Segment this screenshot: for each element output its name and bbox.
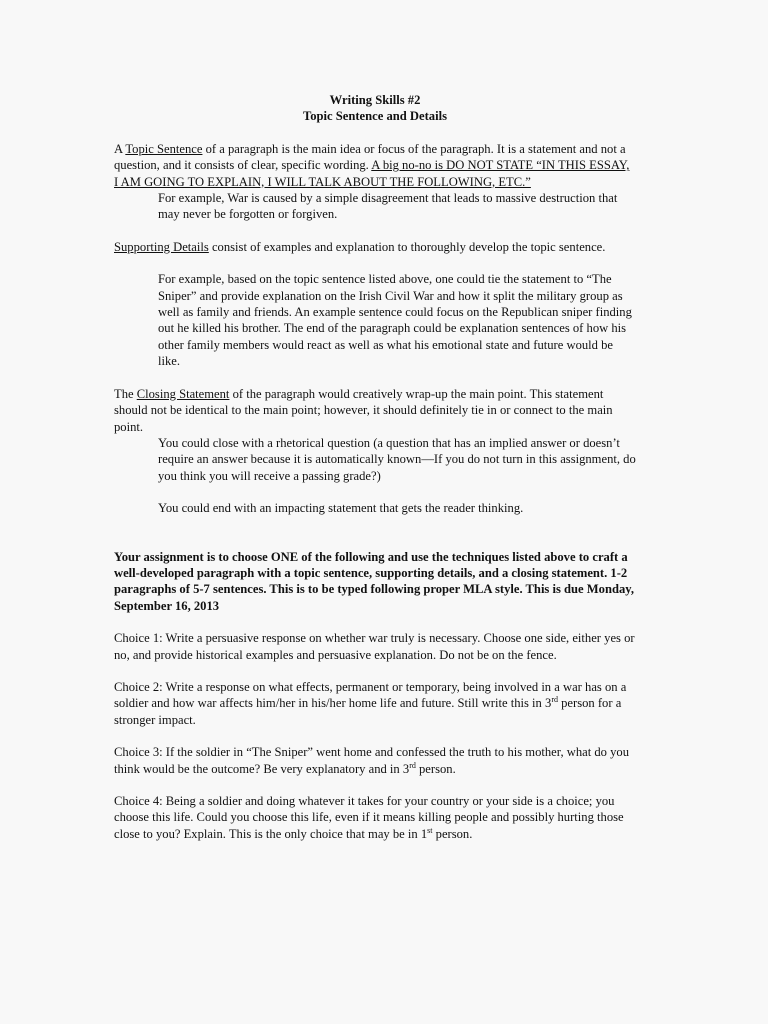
supporting-example: For example, based on the topic sentence listed above, one could tie the statement to “The Sniper” and provide explanation on the Irish Civil War and how it split the military group as well as family and friends. An example sentence could focus on the Republican sniper finding out he killed his brother. The end of the paragraph could be explanation sentences of how his other family members would react as well as what his emotional state and future would be like. — [158, 272, 632, 369]
assignment-instructions: Your assignment is to choose ONE of the following and use the techniques listed above to craft a well-developed paragraph with a topic sentence, supporting details, and a closing statement. 1-2 paragraphs of 5-7 sentences. This is to be typed following proper MLA style. This is due Monday, September 16, 2013 — [114, 549, 635, 613]
closing-statement-term: Closing Statement — [136, 386, 230, 401]
choice-4-text: Choice 4: Being a soldier and doing whatever it takes for your country or your side is a choice; you choose this life. Could you choose this life, even if it means killing people and possibly hurting those close to you? Explain. This is the only choice that may be in 1 — [114, 794, 624, 841]
closing-example-question: You could close with a rhetorical question (a question that has an implied answer or doesn’t require an answer because it is automatically known—If you do not turn in this assignment, do you think you will receive a passing grade?) — [158, 435, 636, 483]
supporting-definition: consist of examples and explanation to thoroughly develop the topic sentence. — [208, 239, 606, 254]
supporting-details-term: Supporting Details — [114, 239, 209, 254]
closing-example-statement: You could end with an impacting statement that gets the reader thinking. — [158, 501, 524, 516]
closing-lead: The — [114, 386, 137, 401]
choice-3 — [114, 744, 636, 777]
topic-sentence-term: Topic Sentence — [125, 141, 203, 156]
topic-definition: of a paragraph is the main idea or focus of the paragraph. It is a statement and not a question, and it consists of clear, specific wording. — [114, 141, 626, 173]
topic-sentence-paragraph — [114, 141, 636, 190]
document-subtitle: Topic Sentence and Details — [302, 109, 448, 124]
topic-example: For example, War is caused by a simple disagreement that leads to massive destruction that may never be forgotten or forgiven. — [158, 191, 618, 222]
choice-4-ordinal: st — [427, 825, 433, 835]
choice-3-ordinal: rd — [409, 760, 416, 770]
closing-definition: of the paragraph would creatively wrap-up the main point. This statement should not be identical to the main point; however, it should definitely tie in or connect to the main point. — [114, 386, 613, 434]
choice-4 — [114, 793, 636, 842]
supporting-details-paragraph — [114, 239, 636, 255]
topic-warning: A big no-no is DO NOT STATE “IN THIS ESSAY, I AM GOING TO EXPLAIN, I WILL TALK ABOUT THE FOLLOWING, ETC.” — [114, 158, 630, 189]
choice-3-text: Choice 3: If the soldier in “The Sniper” went home and confessed the truth to his mother, what do you think would be the outcome? Be very explanatory and in 3 — [114, 745, 630, 776]
choice-2-text: Choice 2: Write a response on what effects, permanent or temporary, being involved in a war has on a soldier and how war affects him/her in his/her home life and future. Still write this in 3 — [114, 679, 627, 711]
choice-2-ordinal: rd — [551, 695, 558, 705]
document-content — [114, 92, 636, 842]
choice-2 — [114, 679, 636, 728]
choice-2-text-end: person for a stronger impact. — [114, 696, 622, 727]
topic-lead: A — [114, 141, 126, 156]
choice-3-text-end: person. — [415, 761, 456, 776]
choice-1: Choice 1: Write a persuasive response on whether war truly is necessary. Choose one side, either yes or no, and provide historical examples and persuasive explanation. Do not be on the fence. — [114, 631, 635, 662]
choice-4-text-end: person. — [432, 826, 473, 841]
document-title: Writing Skills #2 — [329, 93, 421, 107]
closing-statement-paragraph — [114, 386, 636, 435]
